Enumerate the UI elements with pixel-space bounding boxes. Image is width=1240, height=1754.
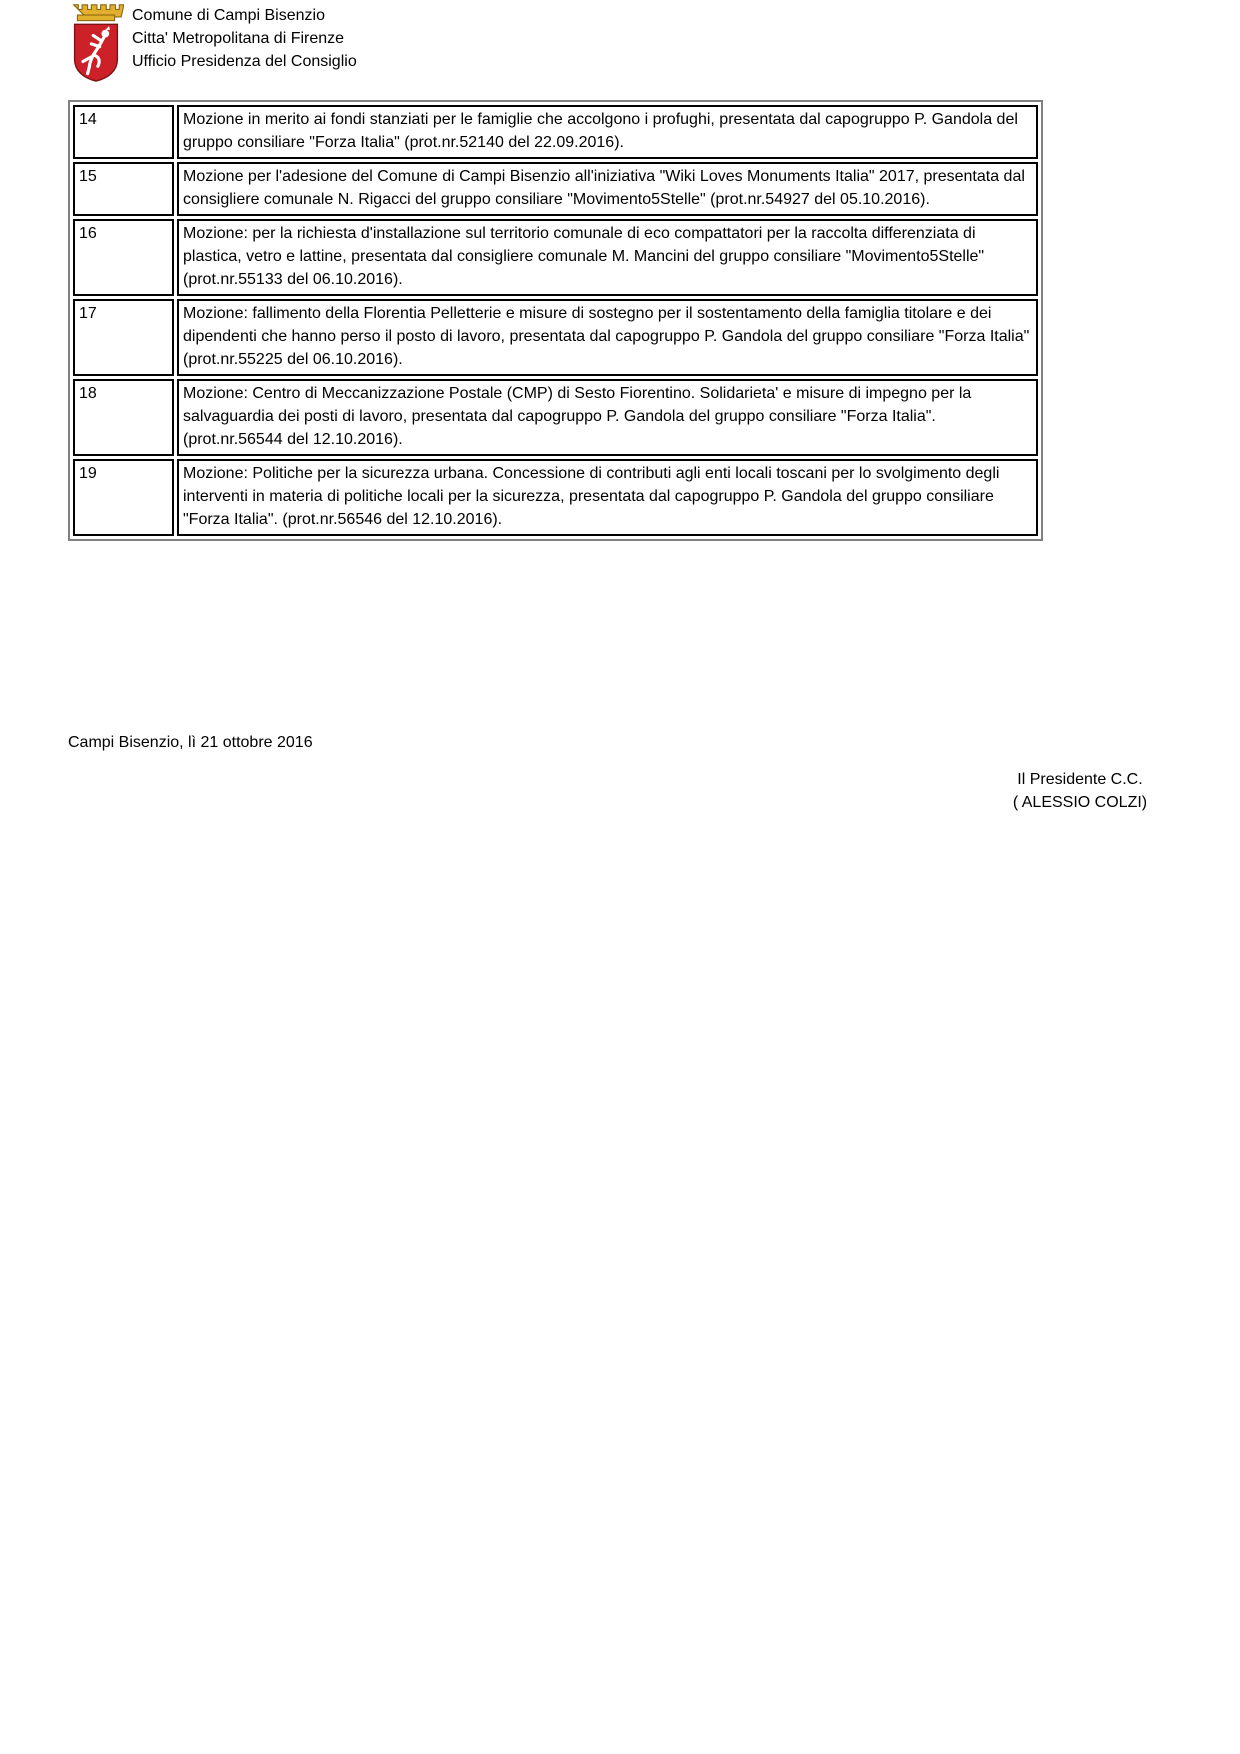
row-number-cell: 14 bbox=[73, 105, 174, 159]
row-number-cell: 19 bbox=[73, 459, 174, 536]
dateline: Campi Bisenzio, lì 21 ottobre 2016 bbox=[68, 734, 313, 751]
table-row bbox=[73, 459, 1038, 536]
header-text-block bbox=[132, 2, 357, 73]
motions-table bbox=[68, 100, 1043, 541]
signature-block bbox=[985, 768, 1175, 814]
row-text-cell: Mozione: per la richiesta d'installazione sul territorio comunale di eco compattatori per la raccolta differenziata di plastica, vetro e lattine, presentata dal consigliere comunale M. Mancini del gruppo consiliare "Movimento5Stelle" (prot.nr.55133 del 06.10.2016). bbox=[177, 219, 1038, 296]
row-text-cell: Mozione: Politiche per la sicurezza urbana. Concessione di contributi agli enti locali toscani per lo svolgimento degli interventi in materia di politiche locali per la sicurezza, presentata dal capogruppo P. Gandola del gruppo consiliare "Forza Italia". (prot.nr.56546 del 12.10.2016). bbox=[177, 459, 1038, 536]
row-number-cell: 16 bbox=[73, 219, 174, 296]
row-number-cell: 15 bbox=[73, 162, 174, 216]
row-number-cell: 17 bbox=[73, 299, 174, 376]
row-text-cell: Mozione per l'adesione del Comune di Campi Bisenzio all'iniziativa "Wiki Loves Monuments Italia" 2017, presentata dal consigliere comunale N. Rigacci del gruppo consiliare "Movimento5Stelle" (prot.nr.54927 del 05.10.2016). bbox=[177, 162, 1038, 216]
document-page bbox=[0, 0, 1168, 752]
row-number-cell: 18 bbox=[73, 379, 174, 456]
table-row bbox=[73, 299, 1038, 376]
signature-name: ( ALESSIO COLZI) bbox=[1012, 794, 1148, 811]
header-org-name: Comune di Campi Bisenzio bbox=[132, 7, 325, 24]
coat-of-arms-icon bbox=[68, 2, 124, 82]
table-row bbox=[73, 162, 1038, 216]
table-row bbox=[73, 105, 1038, 159]
signature-title: Il Presidente C.C. bbox=[1017, 771, 1143, 788]
header-office: Ufficio Presidenza del Consiglio bbox=[132, 53, 357, 70]
table-row bbox=[73, 219, 1038, 296]
row-text-cell: Mozione in merito ai fondi stanziati per le famiglie che accolgono i profughi, presentata dal capogruppo P. Gandola del gruppo consiliare "Forza Italia" (prot.nr.52140 del 22.09.2016). bbox=[177, 105, 1038, 159]
row-text-cell: Mozione: Centro di Meccanizzazione Postale (CMP) di Sesto Fiorentino. Solidarieta' e misure di impegno per la salvaguardia dei posti di lavoro, presentata dal capogruppo P. Gandola del gruppo consiliare "Forza Italia". (prot.nr.56544 del 12.10.2016). bbox=[177, 379, 1038, 456]
document-header bbox=[68, 2, 1168, 82]
table-row bbox=[73, 379, 1038, 456]
header-org-region: Citta' Metropolitana di Firenze bbox=[132, 30, 345, 47]
row-text-cell: Mozione: fallimento della Florentia Pelletterie e misure di sostegno per il sostentamento della famiglia titolare e dei dipendenti che hanno perso il posto di lavoro, presentata dal capogruppo P. Gandola del gruppo consiliare "Forza Italia" (prot.nr.55225 del 06.10.2016). bbox=[177, 299, 1038, 376]
